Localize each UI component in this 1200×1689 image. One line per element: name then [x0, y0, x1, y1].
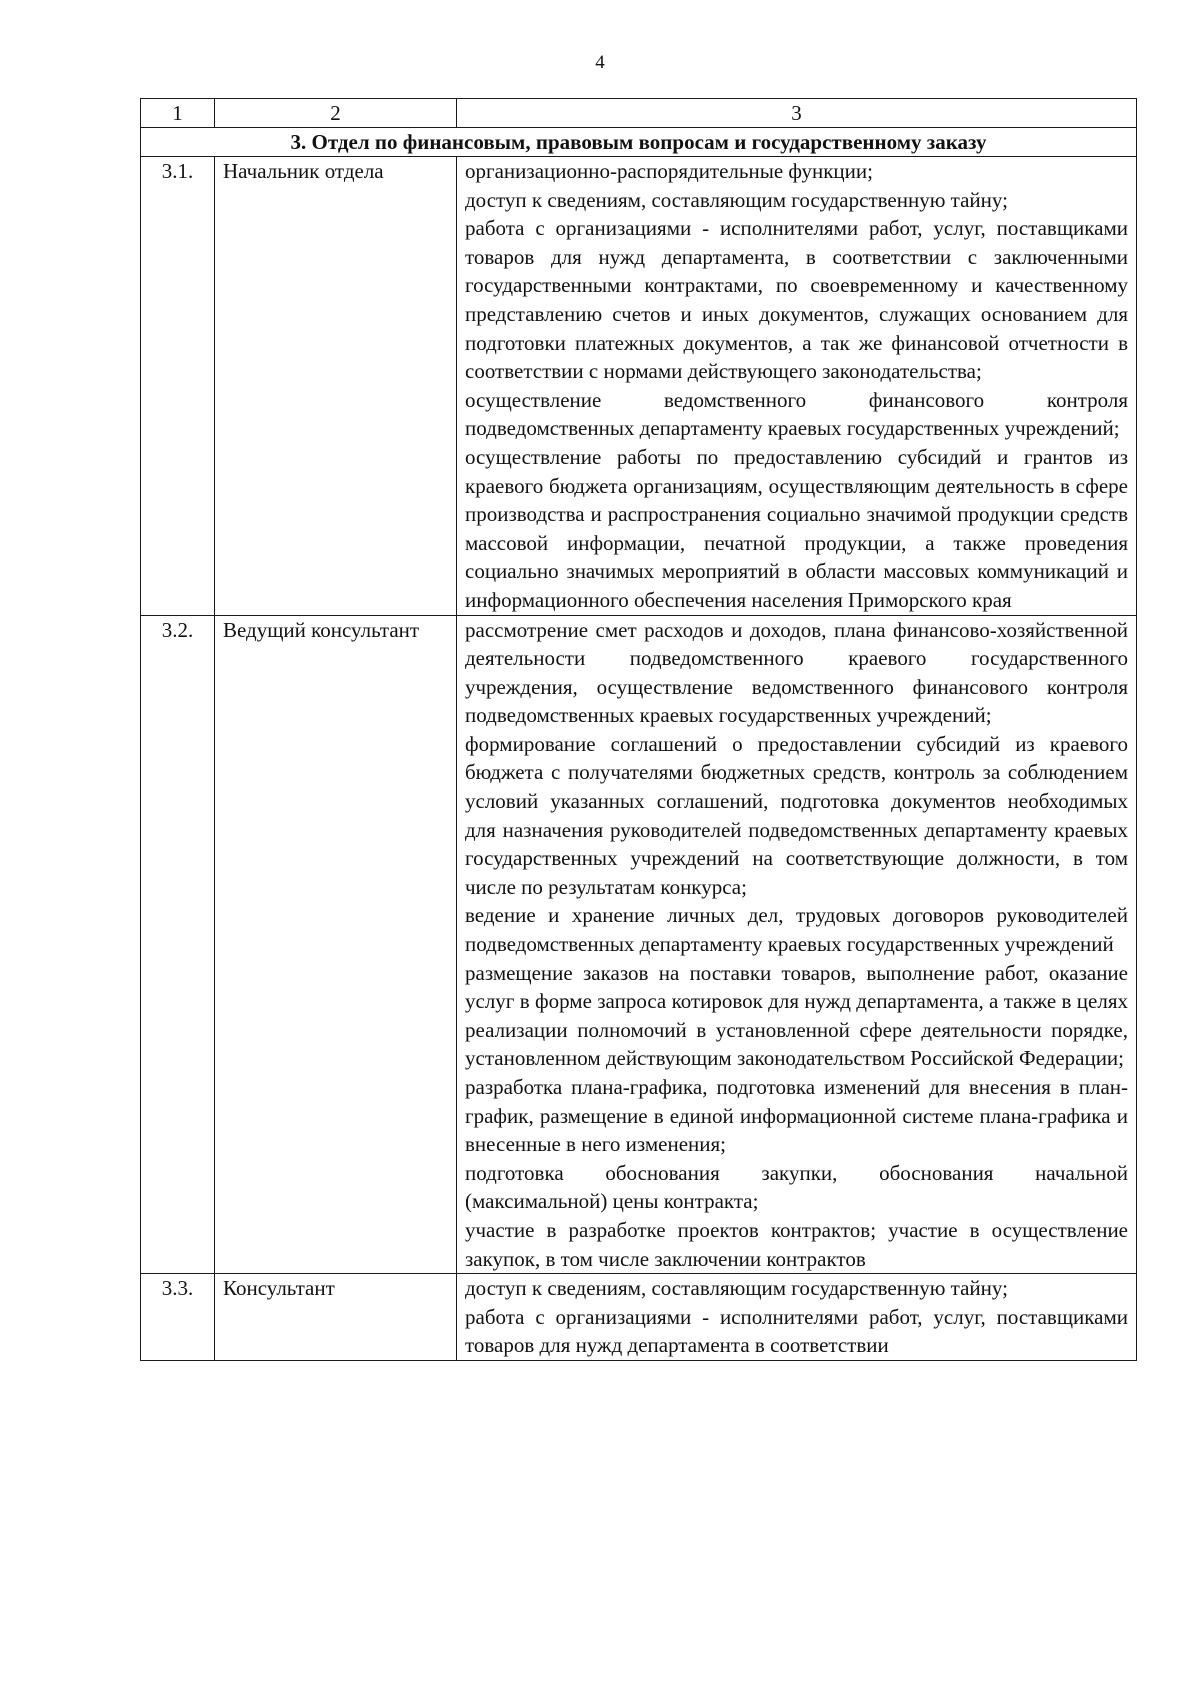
row-number: 3.2. — [141, 615, 215, 1274]
duty-item: организационно-распорядительные функции; — [465, 159, 873, 183]
row-number: 3.1. — [141, 157, 215, 616]
duty-item: доступ к сведениям, составляющим государственную тайну; — [465, 1276, 1008, 1301]
duty-item: работа с организациями - исполнителями работ, услуг, поставщиками товаров для нужд департамента в соответствии — [465, 1304, 1128, 1358]
position-title: Начальник отдела — [215, 157, 457, 616]
duty-item: подготовка обоснования закупки, обоснования начальной (максимальной) цены контракта; — [465, 1160, 1128, 1214]
duty-item: рассмотрение смет расходов и доходов, плана финансово-хозяйственной деятельности подведомственного краевого государственного учреждения, осуществление ведомственного финансового контроля подведомственных краевых государственных учреждений; — [465, 617, 1128, 728]
table-row — [141, 1274, 1137, 1361]
table-header-row — [141, 99, 1137, 128]
row-number: 3.3. — [141, 1274, 215, 1361]
header-col-2: 2 — [215, 99, 457, 128]
duty-item: размещение заказов на поставки товаров, выполнение работ, оказание услуг в форме запроса котировок для нужд департамента, а также в целях реализации полномочий в установленной сфере деятельности порядке, установленном действующим законодательством Российской Федерации; — [465, 960, 1128, 1071]
positions-table — [140, 98, 1137, 1361]
duties-cell — [457, 615, 1137, 1274]
duty-item: осуществление ведомственного финансового контроля подведомственных департаменту краевых государственных учреждений; — [465, 387, 1128, 441]
page-number: 4 — [595, 52, 605, 73]
section-title: 3. Отдел по финансовым, правовым вопросам и государственному заказу — [141, 128, 1137, 157]
table-row — [141, 615, 1137, 1274]
header-col-1: 1 — [141, 99, 215, 128]
duty-item: доступ к сведениям, составляющим государственную тайну; — [465, 187, 1008, 212]
duty-item: участие в разработке проектов контрактов; участие в осуществление закупок, в том числе заключении контрактов — [465, 1217, 1128, 1271]
duty-item: формирование соглашений о предоставлении субсидий из краевого бюджета с получателями бюджетных средств, контроль за соблюдением условий указанных соглашений, подготовка документов необходимых для назначения руководителей подведомственных департаменту краевых государственных учреждений на соответствующие должности, в том числе по результатам конкурса; — [465, 731, 1128, 899]
section-row — [141, 128, 1137, 157]
header-col-3: 3 — [457, 99, 1137, 128]
duty-item: осуществление работы по предоставлению субсидий и грантов из краевого бюджета организациям, осуществляющим деятельность в сфере производства и распространения социально значимой продукции средств массовой информации, печатной продукции, а также проведения социально значимых мероприятий в области массовых коммуникаций и информационного обеспечения населения Приморского края — [465, 444, 1128, 612]
duties-cell — [457, 157, 1137, 616]
duty-item: разработка плана-графика, подготовка изменений для внесения в план-график, размещение в единой информационной системе плана-графика и внесенные в него изменения; — [465, 1075, 1128, 1157]
duty-item: ведение и хранение личных дел, трудовых договоров руководителей подведомственных департаменту краевых государственных учреждений — [465, 903, 1128, 957]
duties-cell — [457, 1274, 1137, 1361]
position-title: Консультант — [215, 1274, 457, 1361]
duty-item: работа с организациями - исполнителями работ, услуг, поставщиками товаров для нужд департамента, в соответствии с заключенными государственными контрактами, по своевременному и качественному представлению счетов и иных документов, служащих основанием для подготовки платежных документов, а так же финансовой отчетности в соответствии с нормами действующего законодательства; — [465, 216, 1128, 384]
table-row — [141, 157, 1137, 616]
position-title: Ведущий консультант — [215, 615, 457, 1274]
